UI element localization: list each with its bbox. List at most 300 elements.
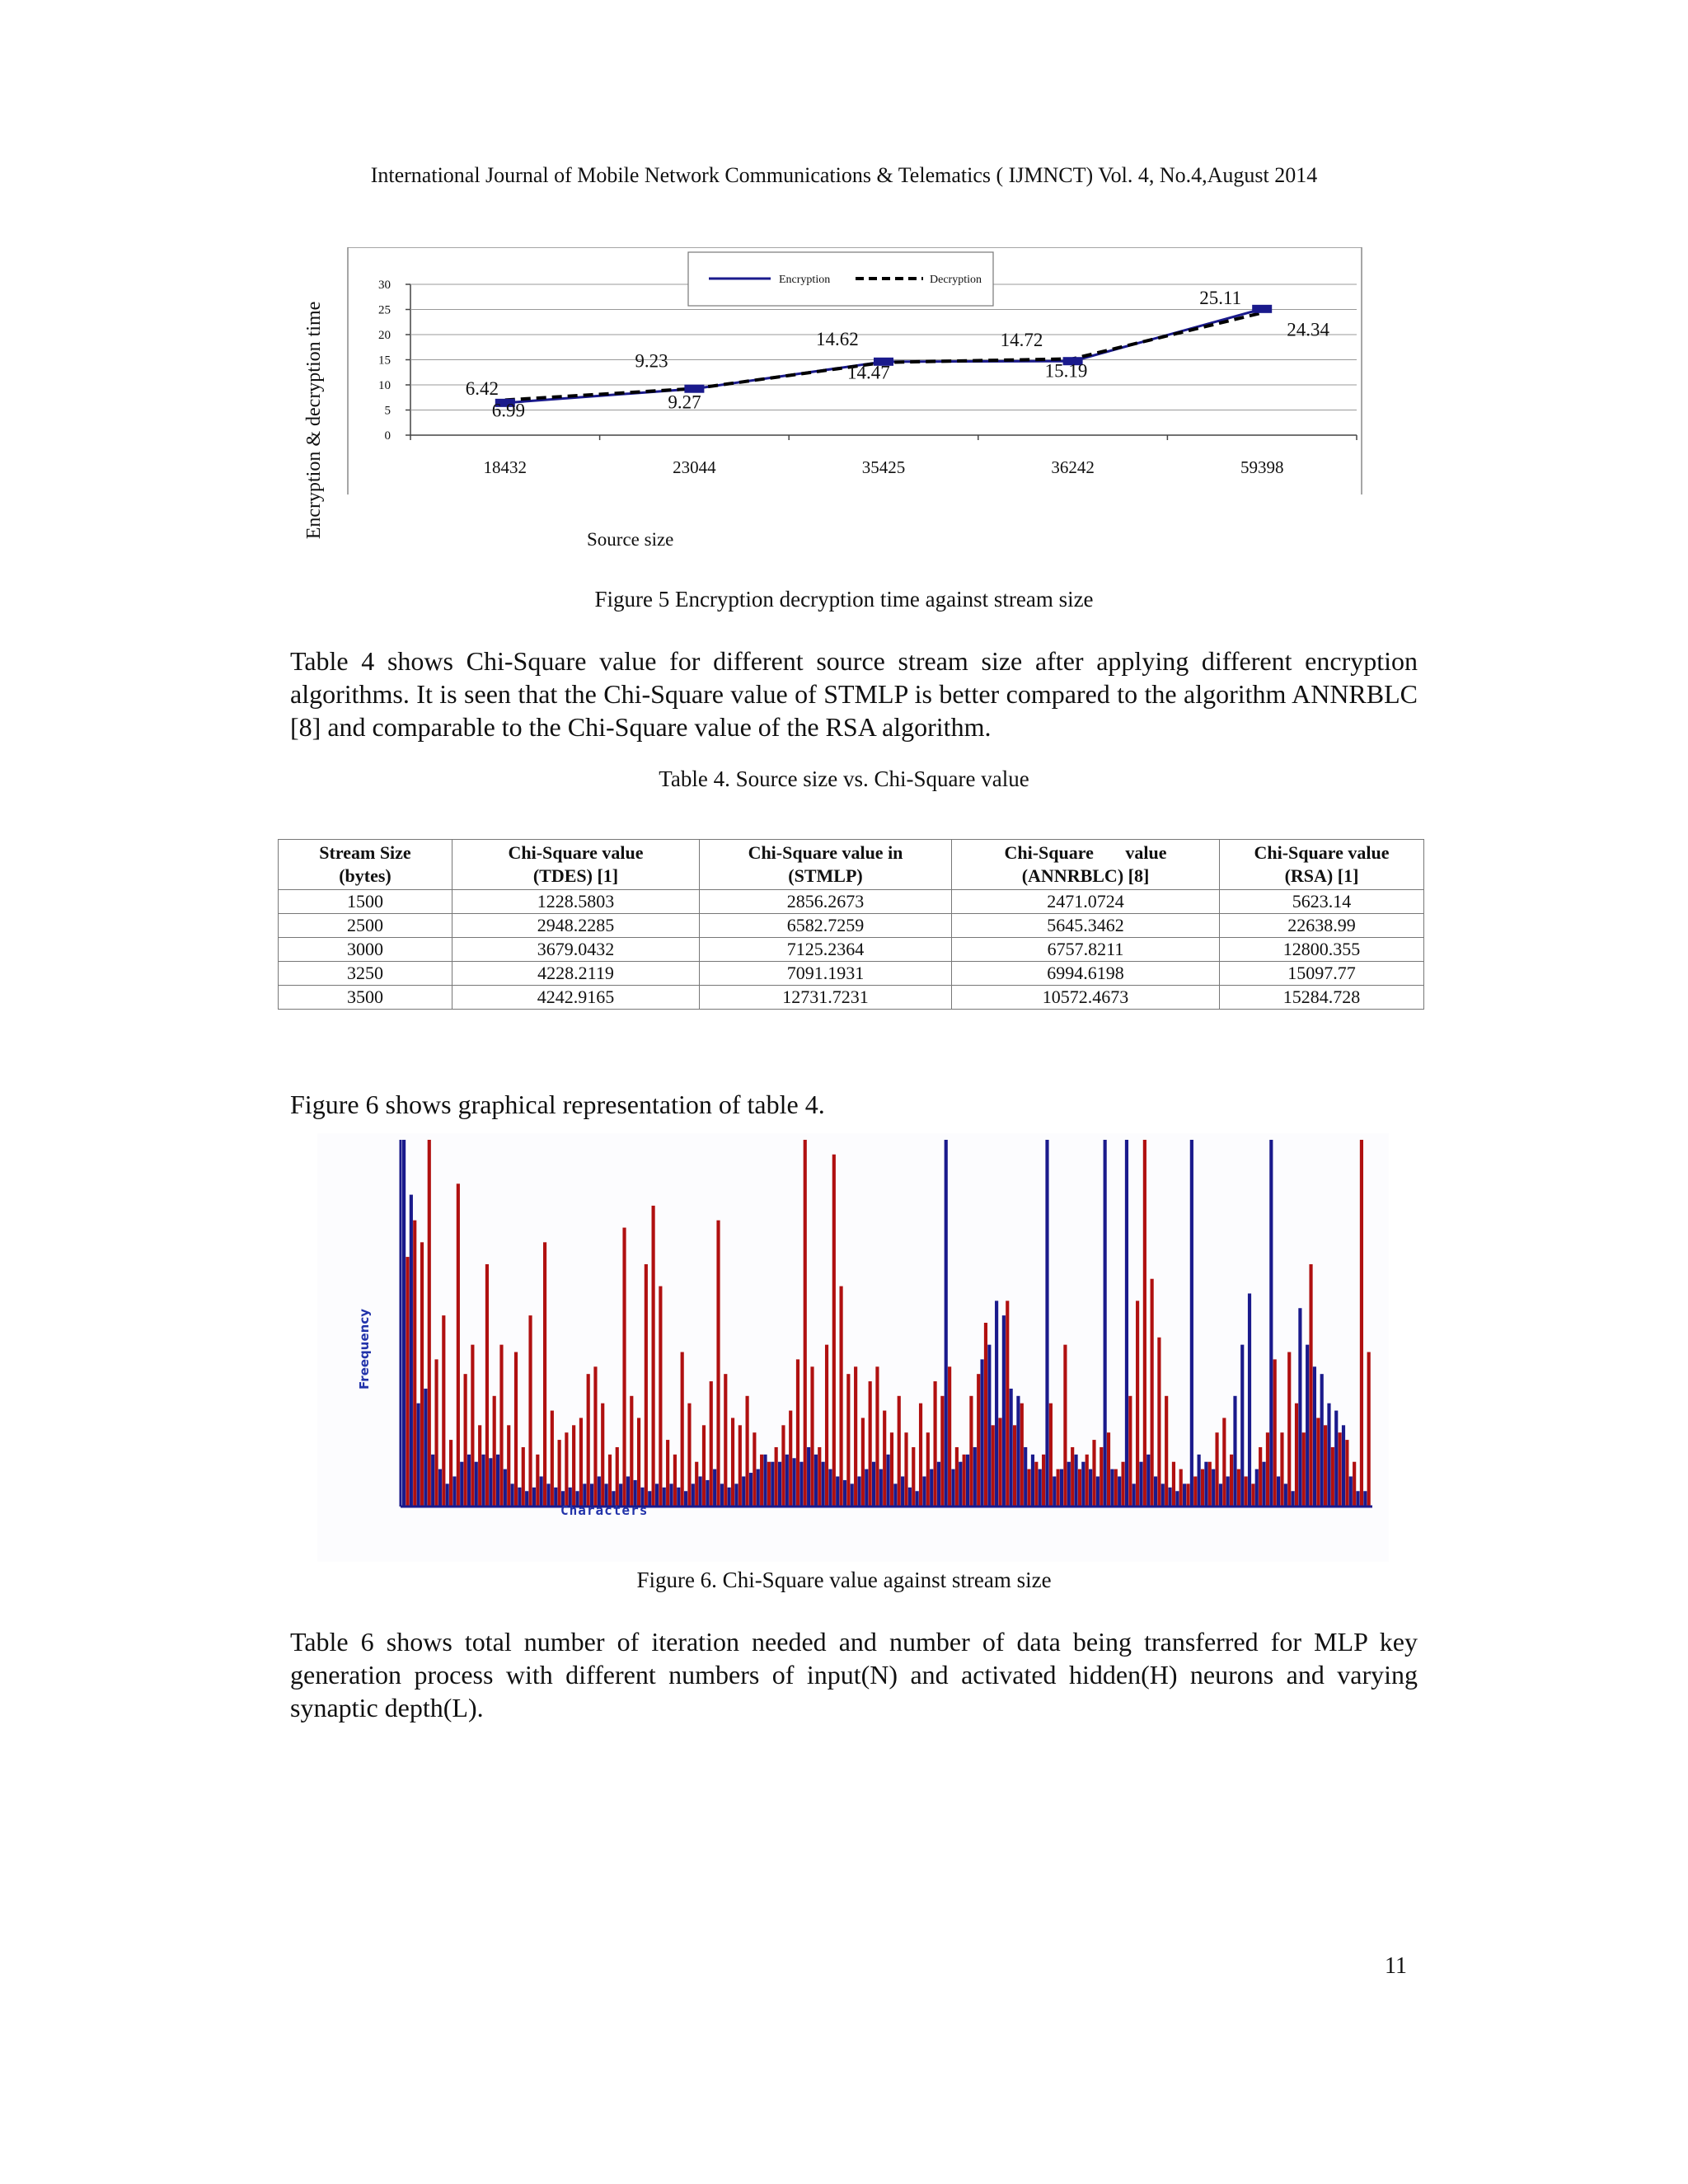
bar-red [558, 1440, 561, 1506]
header-stmlp: Chi-Square value in (STMLP) [700, 840, 952, 890]
bar-red [1013, 1425, 1016, 1506]
bar-red [507, 1425, 510, 1506]
bar-red [746, 1396, 749, 1506]
y-tick-label: 15 [378, 354, 391, 368]
table-cell: 3679.0432 [452, 938, 700, 962]
bar-red [1259, 1447, 1262, 1506]
bar-red [666, 1440, 669, 1506]
bar-red [434, 1359, 438, 1506]
bar-blue [1002, 1315, 1006, 1506]
bar-red [948, 1366, 951, 1506]
table-row [279, 890, 1424, 914]
x-axis-label: Source size [587, 529, 674, 550]
bar-red [992, 1425, 995, 1506]
bar-red [514, 1352, 518, 1506]
x-tick-label: 36242 [1051, 457, 1095, 477]
y-axis-label: Freequency [357, 1309, 372, 1390]
table-cell: 3500 [279, 986, 452, 1010]
bar-red [449, 1440, 452, 1506]
bar-blue [814, 1455, 818, 1506]
bar-red [955, 1447, 959, 1506]
bar-red [499, 1345, 503, 1506]
bar-blue [728, 1488, 731, 1506]
bar-red [608, 1455, 612, 1506]
bar-red [760, 1455, 763, 1506]
bar-red [1302, 1432, 1306, 1506]
bar-blue [1233, 1396, 1236, 1506]
bar-blue [843, 1480, 846, 1506]
bar-blue [893, 1483, 897, 1506]
bar-red [1367, 1352, 1371, 1506]
bar-red [912, 1447, 915, 1506]
bar-red [775, 1447, 778, 1506]
bar-red [963, 1455, 966, 1506]
figure-6-bar-chart [317, 1133, 1389, 1562]
bar-red [637, 1418, 640, 1506]
bar-blue [987, 1345, 991, 1506]
bar-blue [1342, 1425, 1345, 1506]
bar-red [898, 1396, 901, 1506]
y-tick-label: 10 [378, 379, 391, 392]
bar-blue [1212, 1469, 1215, 1506]
bar-blue [916, 1491, 919, 1506]
bar-blue [1269, 1140, 1273, 1506]
bar-blue [872, 1462, 875, 1506]
bar-red [1121, 1462, 1124, 1506]
table-cell: 6582.7259 [700, 914, 952, 938]
bar-red [601, 1404, 604, 1506]
x-tick-label: 35425 [861, 457, 906, 477]
bar-blue [1118, 1476, 1121, 1506]
bar-red [673, 1455, 677, 1506]
bar-red [840, 1286, 843, 1506]
y-tick-label: 0 [384, 429, 391, 443]
bar-red [1201, 1469, 1204, 1506]
table-cell: 2500 [279, 914, 452, 938]
bar-blue [1240, 1345, 1244, 1506]
bar-red [687, 1404, 691, 1506]
bar-red [1280, 1432, 1283, 1506]
x-axis-label: Characters [560, 1502, 649, 1518]
bar-red [1273, 1359, 1277, 1506]
bar-blue [799, 1462, 803, 1506]
bar-red [442, 1315, 445, 1506]
bar-red [1006, 1301, 1009, 1506]
header-tdes: Chi-Square value (TDES) [1] [452, 840, 700, 890]
bar-red [810, 1366, 814, 1506]
bar-red [1100, 1447, 1103, 1506]
bar-blue [1313, 1366, 1316, 1506]
bar-red [1251, 1483, 1254, 1506]
bar-red [1324, 1425, 1327, 1506]
bar-red [1165, 1396, 1168, 1506]
bar-blue [857, 1476, 860, 1506]
bar-blue [836, 1476, 839, 1506]
bar-red [1027, 1469, 1030, 1506]
bar-red [818, 1447, 821, 1506]
bar-blue [446, 1483, 449, 1506]
bar-red [753, 1432, 756, 1506]
bar-blue [431, 1455, 434, 1506]
bar-blue [749, 1473, 753, 1506]
bar-red [1107, 1432, 1110, 1506]
bar-blue [822, 1462, 825, 1506]
bar-blue [1010, 1389, 1013, 1506]
bar-red [572, 1425, 575, 1506]
x-tick-label: 59398 [1240, 457, 1284, 477]
bar-red [825, 1345, 828, 1506]
data-label-decryption: 15.19 [1044, 360, 1088, 382]
table-cell: 2471.0724 [952, 890, 1220, 914]
chart-legend [688, 252, 993, 306]
data-label-decryption: 24.34 [1287, 319, 1329, 340]
bar-red [1136, 1301, 1139, 1506]
bar-blue [1060, 1469, 1063, 1506]
bar-blue [460, 1462, 463, 1506]
table-cell: 2856.2673 [700, 890, 952, 914]
paragraph-3: Table 6 shows total number of iteration needed and number of data being transferred for MLP key generation process with different numbers of input(N) and activated hidden(H) neurons and varying synaptic depth(L). [290, 1627, 1418, 1722]
table-cell: 12800.355 [1220, 938, 1424, 962]
bar-blue [1306, 1345, 1309, 1506]
paragraph-1: Table 4 shows Chi-Square value for different source stream size after applying different encryption algorithms. It is seen that the Chi-Square value of STMLP is better compared to the algorithm ANNRBLC [8] and comparable to the Chi-Square value of the RSA algorithm. [290, 646, 1418, 742]
bar-red [1057, 1469, 1060, 1506]
bar-blue [1045, 1140, 1048, 1506]
y-tick-label: 5 [384, 404, 391, 418]
bar-red [1215, 1432, 1218, 1506]
table-cell: 12731.7231 [700, 986, 952, 1010]
bar-blue [402, 1140, 406, 1506]
bar-blue [1067, 1462, 1071, 1506]
bar-blue [692, 1483, 695, 1506]
table-cell: 3250 [279, 962, 452, 986]
bar-blue [1292, 1491, 1295, 1506]
bar-red [998, 1418, 1001, 1506]
bar-red [940, 1396, 944, 1506]
bar-blue [922, 1476, 926, 1506]
bar-blue [525, 1491, 528, 1506]
bar-blue [742, 1476, 745, 1506]
bar-red [630, 1396, 633, 1506]
bar-blue [475, 1462, 478, 1506]
bar-blue [489, 1458, 492, 1506]
y-tick-label: 30 [378, 279, 391, 292]
bar-blue [959, 1462, 962, 1506]
bar-red [478, 1425, 481, 1506]
bar-red [1331, 1447, 1334, 1506]
bar-blue [1320, 1374, 1324, 1506]
bar-red [1353, 1462, 1356, 1506]
bar-red [1128, 1396, 1132, 1506]
y-tick-label: 25 [378, 303, 391, 317]
bar-red [875, 1366, 879, 1506]
bar-red [1222, 1418, 1226, 1506]
table-cell: 7091.1931 [700, 962, 952, 986]
bar-red [1230, 1455, 1233, 1506]
bar-blue [951, 1469, 954, 1506]
bar-red [1208, 1462, 1212, 1506]
bar-blue [851, 1483, 854, 1506]
header-annrblc: Chi-Square value (ANNRBLC) [8] [952, 840, 1220, 890]
bar-blue [424, 1389, 427, 1506]
bar-red [832, 1155, 836, 1506]
bar-blue [481, 1455, 485, 1506]
bar-blue [655, 1483, 659, 1506]
table-cell: 5645.3462 [952, 914, 1220, 938]
bar-blue [1081, 1462, 1085, 1506]
legend-label-decryption: Decryption [930, 274, 982, 286]
bar-red [724, 1374, 727, 1506]
data-label-decryption: 9.27 [668, 391, 701, 413]
bar-blue [1248, 1293, 1251, 1506]
bar-blue [540, 1476, 543, 1506]
bar-red [565, 1432, 568, 1506]
bar-blue [598, 1476, 601, 1506]
page-number: 11 [1385, 1953, 1407, 1979]
bar-blue [452, 1476, 456, 1506]
bar-blue [1110, 1469, 1114, 1506]
paragraph-2: Figure 6 shows graphical representation of table 4. [290, 1090, 825, 1119]
bar-blue [807, 1447, 810, 1506]
y-tick-label: 20 [378, 329, 391, 342]
bar-blue [684, 1491, 687, 1506]
bar-blue [1016, 1396, 1020, 1506]
chi-square-table [278, 839, 1424, 1010]
bar-blue [908, 1488, 912, 1506]
bar-red [659, 1286, 662, 1506]
bar-red [883, 1411, 886, 1506]
figure-5-caption: Figure 5 Encryption decryption time against stream size [594, 587, 1094, 612]
bar-blue [554, 1488, 557, 1506]
bar-red [904, 1432, 907, 1506]
bar-red [543, 1242, 546, 1506]
bar-red [969, 1396, 973, 1506]
bar-blue [785, 1455, 789, 1506]
bar-blue [879, 1469, 883, 1506]
bar-red [1092, 1440, 1095, 1506]
bar-blue [1198, 1455, 1201, 1506]
bar-blue [532, 1488, 536, 1506]
table-4-caption: Table 4. Source size vs. Chi-Square value [659, 766, 1029, 791]
table-cell: 22638.99 [1220, 914, 1424, 938]
bar-blue [669, 1483, 673, 1506]
bar-red [493, 1396, 496, 1506]
bar-red [522, 1447, 525, 1506]
bar-red [890, 1432, 893, 1506]
data-label-decryption: 6.99 [491, 400, 526, 421]
bar-blue [417, 1404, 420, 1506]
bar-blue [887, 1455, 890, 1506]
bar-blue [518, 1488, 521, 1506]
bar-red [1193, 1476, 1197, 1506]
bar-red [702, 1425, 706, 1506]
bar-blue [504, 1469, 507, 1506]
bar-red [919, 1404, 922, 1506]
bar-blue [1327, 1404, 1330, 1506]
table-cell: 1500 [279, 890, 452, 914]
table-cell: 5623.14 [1220, 890, 1424, 914]
running-header: International Journal of Mobile Network Communications & Telematics ( IJMNCT) Vol. 4, No.4,August 2014 [370, 163, 1318, 187]
bar-red [796, 1359, 799, 1506]
bar-red [1266, 1432, 1269, 1506]
bar-blue [966, 1455, 969, 1506]
bar-blue [1074, 1455, 1077, 1506]
bar-red [1237, 1469, 1240, 1506]
bar-red [616, 1447, 619, 1506]
bar-blue [1139, 1462, 1142, 1506]
bar-red [1049, 1404, 1053, 1506]
bar-blue [1161, 1483, 1165, 1506]
bar-red [652, 1206, 655, 1506]
table-header-row [279, 840, 1424, 890]
bar-blue [663, 1488, 666, 1506]
bar-red [579, 1418, 583, 1506]
table-cell: 15097.77 [1220, 962, 1424, 986]
table-cell: 4228.2119 [452, 962, 700, 986]
bar-blue [763, 1455, 767, 1506]
header-stream-size: Stream Size (bytes) [279, 840, 452, 890]
bar-blue [771, 1462, 774, 1506]
table-cell: 1228.5803 [452, 890, 700, 914]
bar-blue [496, 1455, 499, 1506]
bar-blue [467, 1455, 471, 1506]
table-cell: 6994.6198 [952, 962, 1220, 986]
bar-red [869, 1381, 872, 1506]
bar-red [738, 1425, 742, 1506]
bar-blue [1183, 1483, 1186, 1506]
bar-red [1151, 1279, 1154, 1506]
bar-blue [757, 1469, 760, 1506]
bar-blue [410, 1195, 413, 1506]
bar-blue [1219, 1483, 1222, 1506]
bar-blue [1226, 1476, 1230, 1506]
figure-6-caption: Figure 6. Chi-Square value against stream size [636, 1568, 1052, 1592]
bar-blue [793, 1458, 796, 1506]
table-row [279, 938, 1424, 962]
bar-red [781, 1425, 785, 1506]
bar-red [1078, 1469, 1081, 1506]
data-label-decryption: 14.47 [847, 362, 890, 383]
bar-red [767, 1462, 771, 1506]
bar-red [1295, 1404, 1298, 1506]
bar-red [1186, 1483, 1189, 1506]
bar-blue [1298, 1308, 1301, 1506]
header-rsa: Chi-Square value (RSA) [1] [1220, 840, 1424, 890]
bar-blue [1175, 1491, 1179, 1506]
table-row [279, 914, 1424, 938]
bar-blue [1154, 1476, 1157, 1506]
bar-blue [980, 1359, 983, 1506]
bar-red [406, 1257, 409, 1506]
bar-red [984, 1323, 987, 1506]
x-tick-labels [484, 457, 1284, 477]
bar-red [1143, 1140, 1146, 1506]
bar-blue [778, 1462, 781, 1506]
bar-red [593, 1366, 597, 1506]
bar-red [1360, 1140, 1363, 1506]
bar-red [804, 1140, 807, 1506]
table-cell: 10572.4673 [952, 986, 1220, 1010]
data-label-encryption: 25.11 [1199, 287, 1242, 308]
bar-blue [438, 1469, 442, 1506]
series-line-encryption [505, 309, 1262, 403]
bar-red [861, 1418, 865, 1506]
bar-red [681, 1352, 684, 1506]
bar-red [428, 1140, 431, 1506]
bar-blue [1277, 1476, 1280, 1506]
data-label-encryption: 9.23 [635, 350, 668, 372]
bar-blue [945, 1140, 948, 1506]
bar-red [1042, 1455, 1045, 1506]
bar-blue [699, 1476, 702, 1506]
bar-blue [1363, 1491, 1367, 1506]
chart-series [495, 305, 1272, 407]
table-4 [278, 839, 1423, 1010]
bar-red [413, 1221, 416, 1506]
bar-red [1287, 1352, 1291, 1506]
table-cell: 15284.728 [1220, 986, 1424, 1010]
bar-red [622, 1228, 626, 1506]
bar-red [710, 1381, 713, 1506]
bar-red [1245, 1476, 1248, 1506]
bar-red [933, 1381, 936, 1506]
table-cell: 2948.2285 [452, 914, 700, 938]
bar-blue [973, 1447, 977, 1506]
table-cell: 7125.2364 [700, 938, 952, 962]
bar-red [528, 1315, 532, 1506]
bar-blue [1031, 1455, 1034, 1506]
bar-red [1071, 1447, 1074, 1506]
bar-blue [1053, 1476, 1056, 1506]
data-label-encryption: 6.42 [465, 377, 499, 399]
bar-red [1020, 1404, 1024, 1506]
bar-blue [713, 1469, 716, 1506]
bar-blue [1132, 1483, 1136, 1506]
bar-blue [1262, 1462, 1265, 1506]
bar-red [1179, 1469, 1183, 1506]
bar-blue [828, 1469, 832, 1506]
bar-red [1085, 1455, 1089, 1506]
x-tick-label: 23044 [673, 457, 716, 477]
bar-red [457, 1183, 460, 1506]
bar-blue [648, 1491, 651, 1506]
bar-red [977, 1374, 980, 1506]
bar-red [731, 1418, 734, 1506]
bar-blue [995, 1301, 998, 1506]
bar-blue [546, 1483, 550, 1506]
bar-red [1309, 1264, 1312, 1506]
bar-blue [865, 1469, 868, 1506]
bar-red [926, 1432, 930, 1506]
bar-red [854, 1366, 857, 1506]
bar-blue [1284, 1483, 1287, 1506]
bar-blue [1356, 1491, 1359, 1506]
marker-encryption [1252, 305, 1272, 313]
bar-blue [677, 1488, 680, 1506]
bar-red [716, 1221, 720, 1506]
bar-blue [626, 1476, 630, 1506]
x-tick-label: 18432 [483, 457, 528, 477]
table-cell: 3000 [279, 938, 452, 962]
bar-red [464, 1374, 467, 1506]
bar-red [1157, 1338, 1160, 1506]
bar-blue [1168, 1488, 1171, 1506]
bar-red [1172, 1462, 1175, 1506]
bar-red [1339, 1432, 1342, 1506]
bar-blue [1334, 1411, 1338, 1506]
table-cell: 4242.9165 [452, 986, 700, 1010]
bar-blue [1096, 1476, 1100, 1506]
bar-red [536, 1455, 539, 1506]
